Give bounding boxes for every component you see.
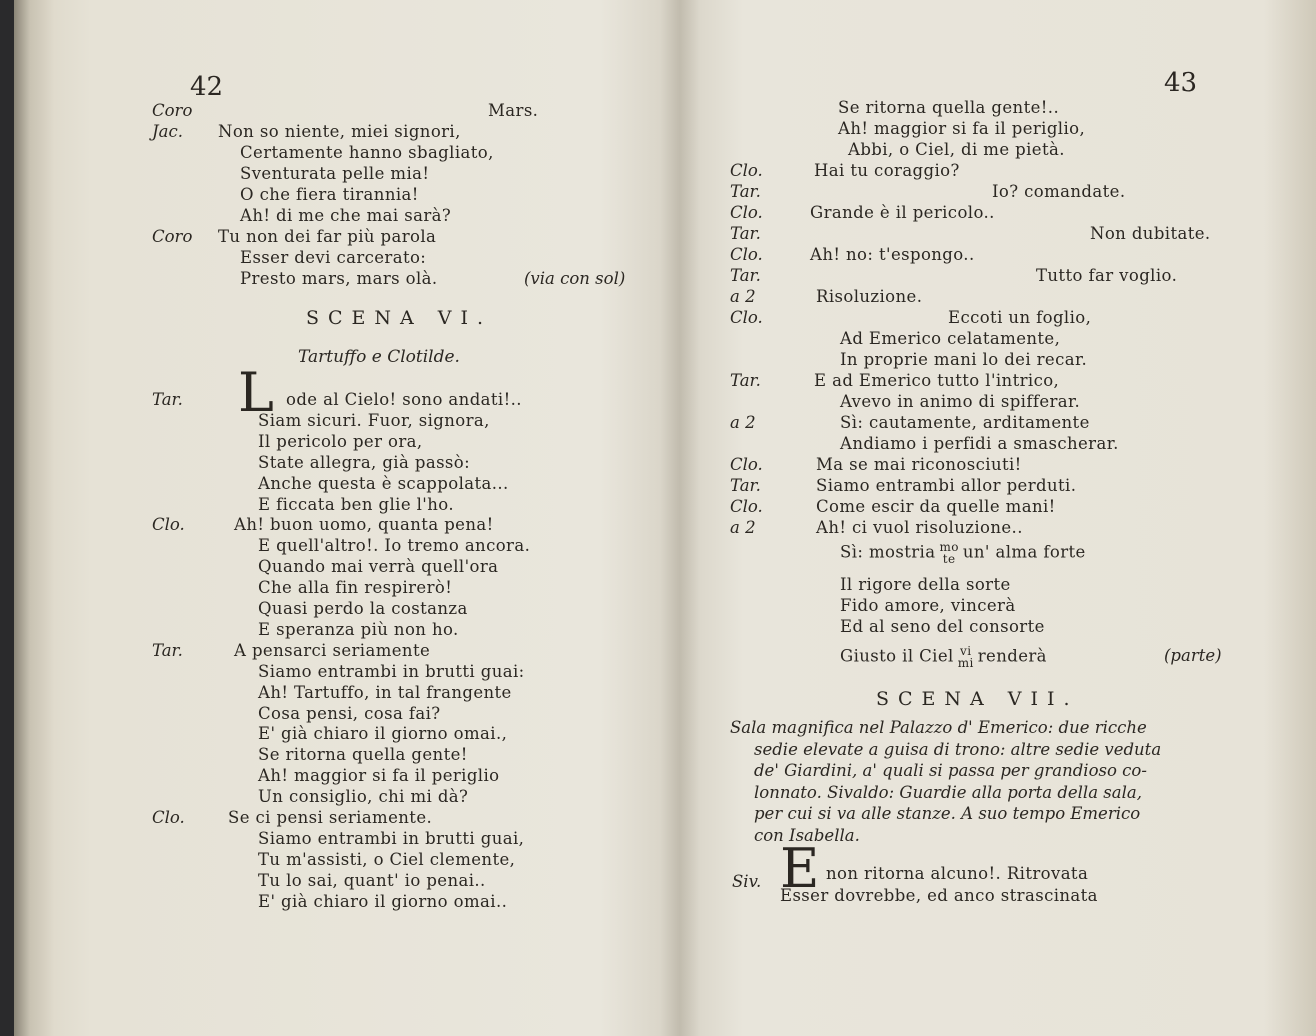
verse-line: ode al Cielo! sono andati!.. [286, 390, 522, 409]
speaker-label: Tar. [730, 182, 761, 201]
verse-line: Quasi perdo la costanza [258, 599, 468, 618]
verse-line: O che fiera tirannia! [240, 185, 419, 204]
description-line: Sala magnifica nel Palazzo d' Emerico: due ricche [730, 718, 1147, 737]
verse-line: Avevo in animo di spifferar. [840, 392, 1081, 411]
verse-line: Io? comandate. [992, 182, 1126, 201]
verse-line: Siamo entrambi in brutti guai: [258, 661, 525, 681]
verse-line: Risoluzione. [816, 287, 923, 306]
verse-line: Tutto far voglio. [1036, 266, 1178, 285]
verse-line: Presto mars, mars olà. [240, 269, 438, 288]
verse-line: Se ritorna quella gente! [258, 745, 468, 765]
verse-line: Ah! ci vuol risoluzione.. [816, 518, 1023, 537]
scene-characters: Tartuffo e Clotilde. [298, 347, 460, 367]
speaker-label: Tar. [730, 266, 761, 285]
page-number: 43 [1164, 68, 1198, 98]
speaker-label: a 2 [730, 287, 756, 306]
verse-line: E ficcata ben glie l'ho. [258, 494, 454, 514]
scene-heading: SCENA VII. [876, 688, 1079, 710]
verse-line: Sì: cautamente, arditamente [840, 413, 1090, 432]
verse-line: Hai tu coraggio? [814, 161, 960, 180]
speaker-label: Coro [152, 101, 193, 120]
verse-line: Ah! Tartuffo, in tal frangente [258, 682, 512, 702]
right-page [680, 0, 1316, 1036]
stage-direction: (via con sol) [524, 269, 626, 288]
verse-line: E' già chiaro il giorno omai., [258, 724, 508, 744]
verse-line: Il pericolo per ora, [258, 431, 423, 451]
drop-cap: E [780, 837, 820, 900]
verse-line: Ad Emerico celatamente, [840, 329, 1061, 348]
page-number: 42 [190, 72, 224, 102]
verse-line: Sventurata pelle mia! [240, 164, 430, 183]
verse-line: In proprie mani lo dei recar. [840, 350, 1088, 369]
verse-line: Tu lo sai, quant' io penai.. [258, 870, 486, 890]
verse-line: Abbi, o Ciel, di me pietà. [848, 140, 1065, 159]
verse-line: Fido amore, vincerà [840, 596, 1016, 615]
speaker-label: a 2 [730, 518, 756, 537]
verse-line: Tu m'assisti, o Ciel clemente, [258, 849, 516, 869]
verse-line: Ah! no: t'espongo.. [810, 245, 975, 264]
verse-line: non ritorna alcuno!. Ritrovata [826, 864, 1089, 883]
speaker-label: Clo. [730, 245, 763, 264]
verse-line: E' già chiaro il giorno omai.. [258, 891, 508, 911]
verse-line: Un consiglio, chi mi dà? [258, 787, 469, 807]
speaker-label: Tar. [730, 224, 761, 243]
verse-line: E quell'altro!. Io tremo ancora. [258, 536, 531, 556]
verse-line: Esser dovrebbe, ed anco strascinata [780, 886, 1098, 905]
verse-line: Grande è il pericolo.. [810, 203, 995, 222]
verse-line: Mars. [488, 101, 539, 120]
description-line: sedie elevate a guisa di trono: altre sedie veduta [754, 739, 1162, 759]
verse-line: E speranza più non ho. [258, 619, 459, 639]
verse-line: Che alla fin respirerò! [258, 578, 453, 598]
verse-line: Cosa pensi, cosa fai? [258, 703, 441, 723]
verse-line: Siamo entrambi in brutti guai, [258, 828, 525, 848]
verse-line: Giusto il Ciel vi mi renderà [840, 644, 1047, 670]
verse-line: Ed al seno del consorte [840, 617, 1045, 636]
speaker-label: Tar. [730, 476, 761, 495]
verse-line: Quando mai verrà quell'ora [258, 557, 499, 577]
speaker-label: Clo. [730, 203, 763, 222]
verse-line: Tu non dei far più parola [218, 227, 437, 246]
speaker-label: Tar. [730, 371, 761, 390]
verse-line: Certamente hanno sbagliato, [240, 143, 494, 162]
verse-line: Siamo entrambi allor perduti. [816, 476, 1077, 495]
verse-line: Il rigore della sorte [840, 575, 1011, 594]
scene-heading: SCENA VI. [306, 307, 493, 329]
verse-line: Sì: mostria mo te un' alma forte [840, 540, 1086, 566]
description-line: de' Giardini, a' quali si passa per grandioso co- [754, 761, 1147, 780]
speaker-label: a 2 [730, 413, 756, 432]
verse-line: Se ci pensi seriamente. [228, 808, 433, 827]
speaker-label: Clo. [152, 808, 185, 827]
verse-line: Non dubitate. [1090, 224, 1211, 243]
speaker-label: Siv. [732, 872, 762, 891]
verse-line: Anche questa è scappolata... [258, 473, 509, 493]
verse-line: Ma se mai riconosciuti! [816, 455, 1022, 474]
stage-direction: (parte) [1164, 646, 1222, 665]
speaker-label: Coro [152, 227, 193, 246]
verse-line: Ah! maggior si fa il periglio [258, 766, 500, 786]
verse-line: A pensarci seriamente [234, 640, 431, 660]
verse-line: Se ritorna quella gente!.. [838, 98, 1060, 117]
verse-line: Ah! di me che mai sarà? [240, 206, 452, 225]
speaker-label: Clo. [730, 497, 763, 516]
verse-line: Come escir da quelle mani! [816, 497, 1056, 516]
speaker-label: Clo. [730, 308, 763, 327]
verse-line: Ah! buon uomo, quanta pena! [234, 515, 494, 535]
drop-cap: L [238, 361, 274, 424]
verse-line: Eccoti un foglio, [948, 308, 1092, 327]
verse-line: Ah! maggior si fa il periglio, [838, 119, 1086, 138]
verse-line: E ad Emerico tutto l'intrico, [814, 371, 1060, 390]
verse-line: Andiamo i perfidi a smascherar. [840, 434, 1119, 453]
speaker-label: Clo. [730, 161, 763, 180]
verse-line: State allegra, già passò: [258, 452, 471, 472]
description-line: con Isabella. [754, 825, 860, 845]
verse-line: Non so niente, miei signori, [218, 122, 461, 141]
speaker-label: Jac. [152, 122, 183, 141]
speaker-label: Tar. [152, 390, 183, 409]
speaker-label: Clo. [730, 455, 763, 474]
speaker-label: Clo. [152, 515, 185, 535]
description-line: lonnato. Sivaldo: Guardie alla porta della sala, [754, 782, 1142, 802]
speaker-label: Tar. [152, 640, 183, 660]
description-line: per cui si va alle stanze. A suo tempo Emerico [754, 804, 1141, 823]
verse-line: Esser devi carcerato: [240, 248, 427, 267]
verse-line: Siam sicuri. Fuor, signora, [258, 410, 490, 430]
